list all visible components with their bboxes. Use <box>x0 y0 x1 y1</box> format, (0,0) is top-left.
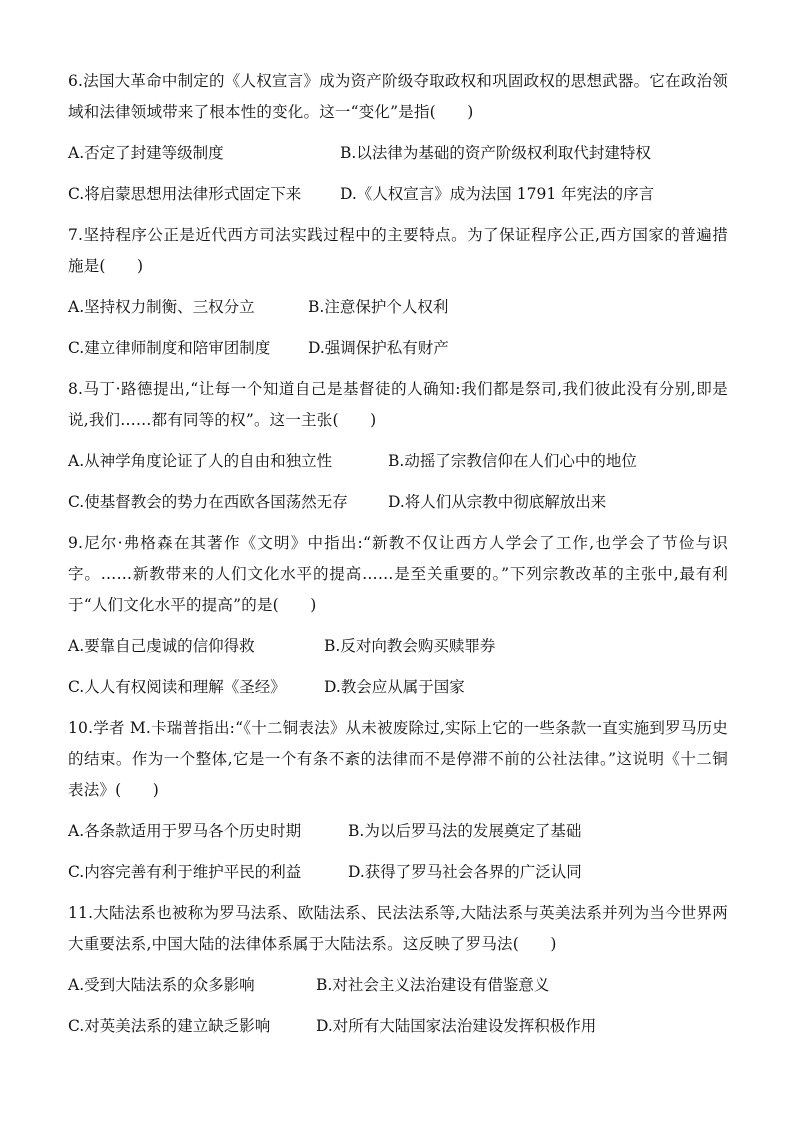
question-10 <box>68 713 728 888</box>
option-row <box>68 631 728 662</box>
option-d: D.强调保护私有财产 <box>308 339 449 357</box>
document-page <box>68 66 728 1052</box>
option-b: B.注意保护个人权利 <box>308 298 449 316</box>
option-c: C.内容完善有利于维护平民的利益 <box>68 863 302 881</box>
option-d: D.教会应从属于国家 <box>324 678 465 696</box>
option-c: C.对英美法系的建立缺乏影响 <box>68 1017 271 1035</box>
option-d: D.将人们从宗教中彻底解放出来 <box>388 493 607 511</box>
option-row <box>68 857 728 888</box>
option-d: D.《人权宣言》成为法国 1791 年宪法的序言 <box>340 185 655 203</box>
question-stem: 7.坚持程序公正是近代西方司法实践过程中的主要特点。为了保证程序公正,西方国家的普遍措施是( ) <box>68 226 728 275</box>
option-a: A.坚持权力制衡、三权分立 <box>68 298 255 316</box>
question-stem: 8.马丁·路德提出,“让每一个知道自己是基督徒的人确知:我们都是祭司,我们彼此没有分别,即是说,我们……都有同等的权”。这一主张( ) <box>68 380 728 429</box>
option-a: A.要靠自己虔诚的信仰得救 <box>68 637 255 655</box>
option-a: A.从神学角度论证了人的自由和独立性 <box>68 452 333 470</box>
question-11 <box>68 898 728 1042</box>
option-b: B.为以后罗马法的发展奠定了基础 <box>348 822 582 840</box>
question-8 <box>68 374 728 518</box>
option-row <box>68 333 728 364</box>
option-c: C.将启蒙思想用法律形式固定下来 <box>68 185 302 203</box>
option-row <box>68 672 728 703</box>
option-a: A.各条款适用于罗马各个历史时期 <box>68 822 302 840</box>
option-a: A.否定了封建等级制度 <box>68 144 224 162</box>
question-9 <box>68 528 728 703</box>
option-row <box>68 292 728 323</box>
option-c: C.使基督教会的势力在西欧各国荡然无存 <box>68 493 348 511</box>
option-a: A.受到大陆法系的众多影响 <box>68 976 255 994</box>
option-d: D.获得了罗马社会各界的广泛认同 <box>348 863 582 881</box>
question-6 <box>68 66 728 210</box>
option-c: C.人人有权阅读和理解《圣经》 <box>68 678 286 696</box>
option-row <box>68 179 728 210</box>
option-b: B.反对向教会购买赎罪券 <box>324 637 496 655</box>
option-d: D.对所有大陆国家法治建设发挥积极作用 <box>316 1017 597 1035</box>
option-row <box>68 487 728 518</box>
option-b: B.动摇了宗教信仰在人们心中的地位 <box>388 452 637 470</box>
option-row <box>68 1011 728 1042</box>
question-stem: 11.大陆法系也被称为罗马法系、欧陆法系、民法法系等,大陆法系与英美法系并列为当今世界两大重要法系,中国大陆的法律体系属于大陆法系。这反映了罗马法( ) <box>68 904 728 953</box>
question-7 <box>68 220 728 364</box>
option-row <box>68 970 728 1001</box>
option-row <box>68 138 728 169</box>
option-b: B.对社会主义法治建设有借鉴意义 <box>316 976 550 994</box>
question-stem: 9.尼尔·弗格森在其著作《文明》中指出:“新教不仅让西方人学会了工作,也学会了节俭与识字。……新教带来的人们文化水平的提高……是至关重要的。”下列宗教改革的主张中,最有利于“人们文化水平的提高”的是( ) <box>68 534 728 614</box>
question-stem: 10.学者 M.卡瑞普指出:“《十二铜表法》从未被废除过,实际上它的一些条款一直实施到罗马历史的结束。作为一个整体,它是一个有条不紊的法律而不是停滞不前的公社法律。”这说明《十二铜表法》( ) <box>68 719 728 799</box>
question-stem: 6.法国大革命中制定的《人权宣言》成为资产阶级夺取政权和巩固政权的思想武器。它在政治领域和法律领域带来了根本性的变化。这一“变化”是指( ) <box>68 72 728 121</box>
option-row <box>68 446 728 477</box>
option-c: C.建立律师制度和陪审团制度 <box>68 339 271 357</box>
option-row <box>68 816 728 847</box>
option-b: B.以法律为基础的资产阶级权利取代封建特权 <box>340 144 651 162</box>
